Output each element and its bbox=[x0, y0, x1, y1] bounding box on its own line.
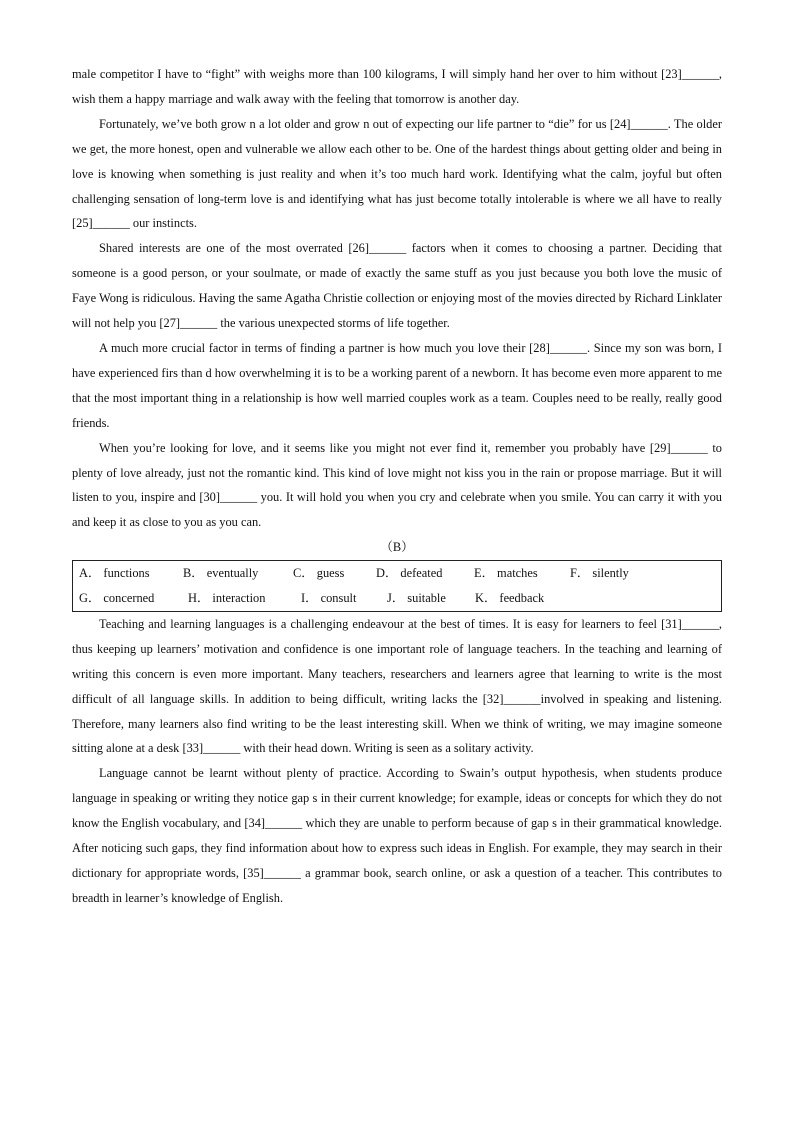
word-bank-box bbox=[72, 560, 722, 612]
paragraph-output-hypothesis: Language cannot be learnt without plenty of practice. According to Swain’s output hypothesis, when students produce language in speaking or writing they notice gap s in their current knowledge; for example, ideas or concepts for which they do not know the English vocabulary, and [34]______ which they are unable to perform because of gap s in their grammatical knowledge. After noticing such gaps, they find information about how to express such ideas in English. For example, they may search in their dictionary for appropriate words, [35]______ a grammar book, search online, or ask a question of a teacher. This contributes to breadth in learner’s knowledge of English. bbox=[72, 766, 722, 905]
document-page bbox=[72, 62, 722, 911]
word-option-f: F． silently bbox=[570, 566, 629, 581]
paragraph-shared-interests: Shared interests are one of the most overrated [26]______ factors when it comes to choosing a partner. Deciding that someone is a good person, or your soulmate, or made of exactly the same stuff as you just because you both love the music of Faye Wong is ridiculous. Having the same Agatha Christie collection or enjoying most of the movies directed by Richard Linklater will not help you [27]______ the various unexpected storms of life together. bbox=[72, 241, 722, 331]
word-option-h: H． interaction bbox=[188, 591, 266, 606]
word-bank-row-1 bbox=[79, 561, 721, 586]
word-option-d: D． defeated bbox=[376, 566, 443, 581]
word-bank-row-2 bbox=[79, 586, 721, 611]
paragraph-crucial-factor: A much more crucial factor in terms of finding a partner is how much you love their [28]______. Since my son was born, I have experienced firs than d how overwhelming it is to be a working parent of a newborn. It has become even more apparent to me that the most important thing in a relationship is how well married couples work as a team. Couples need to be really, really good friends. bbox=[72, 340, 722, 430]
paragraph-life-partner: Fortunately, we’ve both grow n a lot older and grow n out of expecting our life partner to “die” for us [24]______. The older we get, the more honest, open and vulnerable we allow each other to be. One of the hardest things about getting older and being in love is knowing when something is just reality and when it’s too much hard work. Identifying what the calm, joyful but often challenging sensation of long-term love is and identifying what has just become totally intolerable is where we all have to really [25]______ our instincts. bbox=[72, 116, 722, 231]
paragraph-looking-for-love: When you’re looking for love, and it seems like you might not ever find it, remember you probably have [29]______ to plenty of love already, just not the romantic kind. This kind of love might not kiss you in the rain or propose marriage. But it will listen to you, inspire and [30]______ you. It will hold you when you cry and celebrate when you smile. You can carry it with you and keep it as close to you as you can. bbox=[72, 440, 722, 530]
word-option-a: A． functions bbox=[79, 566, 150, 581]
word-option-e: E． matches bbox=[474, 566, 538, 581]
word-option-c: C． guess bbox=[293, 566, 345, 581]
word-option-g: G． concerned bbox=[79, 591, 155, 606]
paragraph-teaching-learning: Teaching and learning languages is a challenging endeavour at the best of times. It is easy for learners to feel [31]______, thus keeping up learners’ motivation and confidence is one important role of language teachers. In the teaching and learning of writing this concern is even more important. Many teachers, researchers and learners agree that learning to write is the most difficult of all language skills. In addition to being difficult, writing lacks the [32]______involved in speaking and listening. Therefore, many learners also find writing to be the least interesting skill. When we think of writing, we may imagine someone sitting alone at a desk [33]______ with their head down. Writing is seen as a solitary activity. bbox=[72, 616, 722, 756]
word-option-j: J． suitable bbox=[387, 591, 446, 606]
section-heading-b: （B） bbox=[380, 540, 414, 555]
paragraph-continuation: male competitor I have to “fight” with weighs more than 100 kilograms, I will simply hand her over to him without [23]______, wish them a happy marriage and walk away with the feeling that tomorrow is another day. bbox=[72, 67, 722, 106]
word-option-b: B． eventually bbox=[183, 566, 259, 581]
word-option-i: I． consult bbox=[301, 591, 357, 606]
word-option-k: K． feedback bbox=[475, 591, 545, 606]
